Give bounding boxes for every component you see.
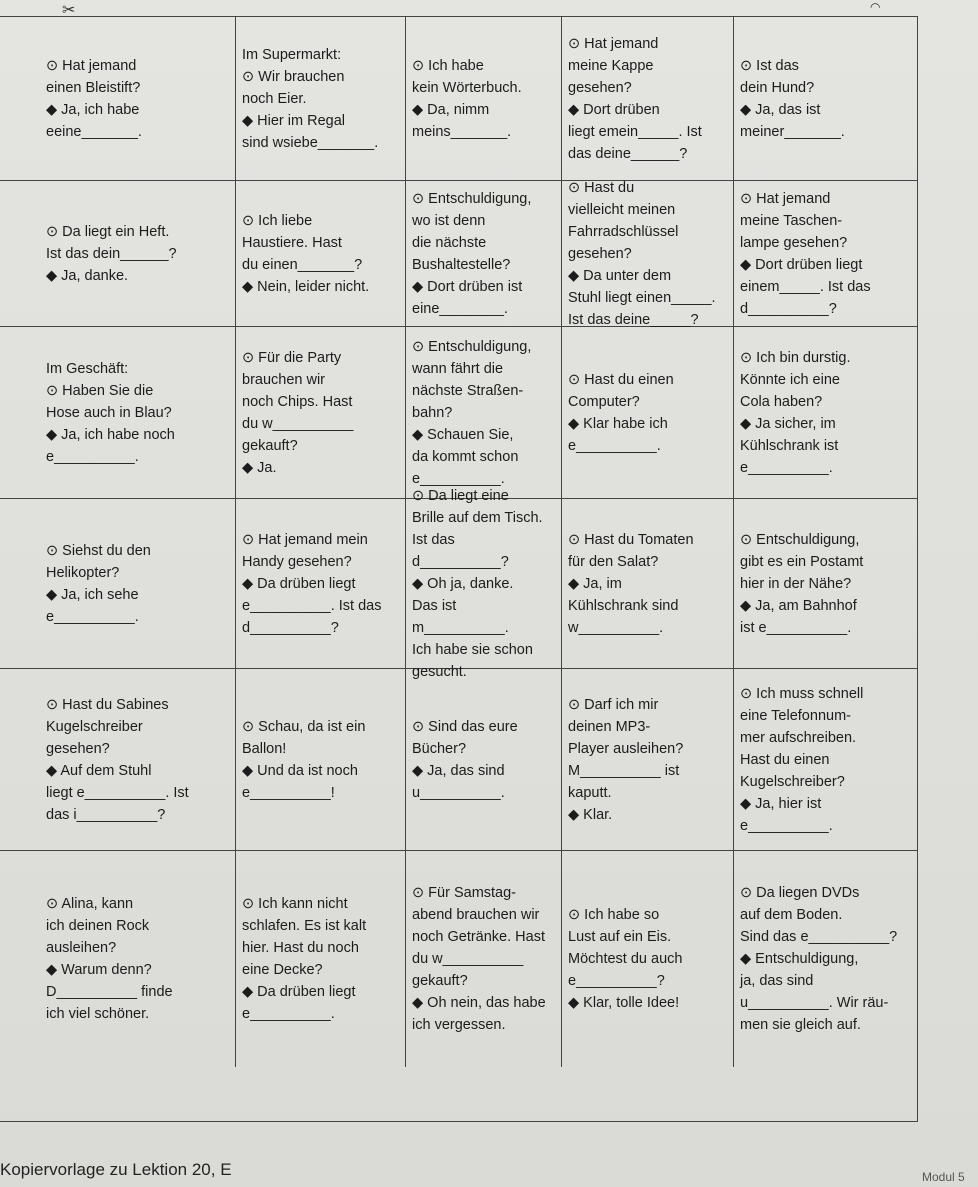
card <box>562 181 734 327</box>
card-text: ⊙ Da liegt eine Brille auf dem Tisch. Ist das d__________? ◆ Oh ja, danke. Das ist m__________. Ich habe sie schon gesucht. <box>412 487 543 680</box>
card-text: ⊙ Hat jemand einen Bleistift? ◆ Ja, ich habe eeine_______. <box>46 57 142 140</box>
card-grid <box>0 16 918 1122</box>
scissors-icon: ✂ <box>62 2 76 19</box>
card-text: ⊙ Entschuldigung, wo ist denn die nächste Bushaltestelle? ◆ Dort drüben ist eine________. <box>412 190 532 317</box>
card-text: ⊙ Ich habe so Lust auf ein Eis. Möchtest du auch e__________? ◆ Klar, tolle Idee! <box>568 907 683 1011</box>
card <box>236 327 406 499</box>
card <box>0 181 236 327</box>
card-text: ⊙ Hast du Tomaten für den Salat? ◆ Ja, im Kühlschrank sind w__________. <box>568 531 694 636</box>
card-text: ⊙ Hast du Sabines Kugelschreiber gesehen? ◆ Auf dem Stuhl liegt e__________. Ist das i__________? <box>46 696 189 823</box>
card-text: ⊙ Hat jemand mein Handy gesehen? ◆ Da drüben liegt e__________. Ist das d__________? <box>242 531 382 636</box>
card <box>406 17 562 181</box>
card <box>406 669 562 851</box>
card-text: ⊙ Ich muss schnell eine Telefonnum- mer aufschreiben. Hast du einen Kugelschreiber? ◆ Ja, hier ist e__________. <box>740 685 864 834</box>
card <box>406 851 562 1067</box>
card <box>236 181 406 327</box>
card <box>562 499 734 669</box>
card-text: ⊙ Ich habe kein Wörterbuch. ◆ Da, nimm meins_______. <box>412 57 522 140</box>
card <box>236 499 406 669</box>
card <box>562 327 734 499</box>
card-text: ⊙ Schau, da ist ein Ballon! ◆ Und da ist noch e__________! <box>242 718 366 801</box>
card-text: ⊙ Da liegen DVDs auf dem Boden. Sind das e__________? ◆ Entschuldigung, ja, das sind u__________. Wir räu- men sie gleich auf. <box>740 885 898 1033</box>
card <box>0 17 236 181</box>
card-text: ⊙ Da liegt ein Heft. Ist das dein______? ◆ Ja, danke. <box>46 223 177 284</box>
card-text: ⊙ Für die Party brauchen wir noch Chips. Hast du w__________ gekauft? ◆ Ja. <box>242 349 354 476</box>
card <box>236 17 406 181</box>
card <box>734 499 918 669</box>
corner-label: Modul 5 <box>922 1170 965 1184</box>
card-text: ⊙ Ich liebe Haustiere. Hast du einen_______? ◆ Nein, leider nicht. <box>242 212 370 295</box>
card-text: ⊙ Hast du einen Computer? ◆ Klar habe ich e__________. <box>568 371 674 454</box>
card <box>0 669 236 851</box>
card-text: ⊙ Alina, kann ich deinen Rock ausleihen? ◆ Warum denn? D__________ finde ich viel schöner. <box>46 896 173 1022</box>
card <box>562 851 734 1067</box>
card <box>236 669 406 851</box>
card-text: ⊙ Ich bin durstig. Könnte ich eine Cola haben? ◆ Ja sicher, im Kühlschrank ist e__________. <box>740 349 851 476</box>
card-text: ⊙ Ist das dein Hund? ◆ Ja, das ist meiner_______. <box>740 57 845 140</box>
card <box>0 327 236 499</box>
card <box>734 17 918 181</box>
card-text: ⊙ Entschuldigung, wann fährt die nächste Straßen- bahn? ◆ Schauen Sie, da kommt schon e__________. <box>412 338 532 487</box>
card <box>406 487 562 680</box>
card-text: ⊙ Hat jemand meine Kappe gesehen? ◆ Dort drüben liegt emein_____. Ist das deine______? <box>568 35 702 162</box>
card <box>0 851 236 1067</box>
card <box>0 499 236 669</box>
card <box>236 851 406 1067</box>
corner-mark-icon: ◠ <box>870 0 881 14</box>
footer-caption: Kopiervorlage zu Lektion 20, E <box>0 1160 232 1179</box>
card-text: ⊙ Sind das eure Bücher? ◆ Ja, das sind u__________. <box>412 718 518 801</box>
card <box>562 17 734 181</box>
card <box>562 669 734 851</box>
card-text: Im Supermarkt: ⊙ Wir brauchen noch Eier. ◆ Hier im Regal sind wsiebe_______. <box>242 46 379 151</box>
card-text: ⊙ Siehst du den Helikopter? ◆ Ja, ich sehe e__________. <box>46 542 151 625</box>
card-text: ⊙ Hat jemand meine Taschen- lampe gesehen? ◆ Dort drüben liegt einem_____. Ist das d__________? <box>740 190 871 317</box>
card-text: Im Geschäft: ⊙ Haben Sie die Hose auch in Blau? ◆ Ja, ich habe noch e__________. <box>46 360 175 465</box>
card <box>734 181 918 327</box>
card-text: ⊙ Darf ich mir deinen MP3- Player ausleihen? M__________ ist kaputt. ◆ Klar. <box>568 696 684 823</box>
card <box>734 851 918 1067</box>
card-text: ⊙ Hast du vielleicht meinen Fahrradschlüssel gesehen? ◆ Da unter dem Stuhl liegt einen_____. Ist das deine_____? <box>568 179 716 328</box>
card-text: ⊙ Ich kann nicht schlafen. Es ist kalt hier. Hast du noch eine Decke? ◆ Da drüben liegt e__________. <box>242 896 367 1022</box>
card <box>734 669 918 851</box>
card-text: ⊙ Für Samstag- abend brauchen wir noch Getränke. Hast du w__________ gekauft? ◆ Oh nein, das habe ich vergessen. <box>412 885 546 1033</box>
card-text: ⊙ Entschuldigung, gibt es ein Postamt hier in der Nähe? ◆ Ja, am Bahnhof ist e__________. <box>740 531 864 636</box>
card <box>734 327 918 499</box>
card <box>406 181 562 327</box>
card <box>406 327 562 499</box>
